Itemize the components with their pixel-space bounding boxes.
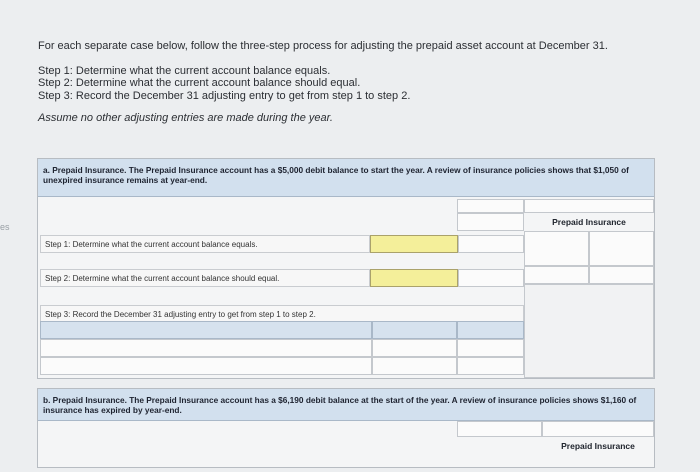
- case-a-step-2-label: Step 2: Determine what the current account balance should equal.: [40, 269, 370, 287]
- case-a-t-account-debit-total[interactable]: [524, 266, 589, 284]
- case-a-journal-account-input[interactable]: [40, 339, 372, 357]
- case-a-journal-debit-input[interactable]: [372, 357, 457, 375]
- case-a-t-account-debit[interactable]: [524, 231, 589, 266]
- case-a-panel: [37, 158, 655, 379]
- instructions-step-2: Step 2: Determine what the current account balance should equal.: [38, 77, 361, 89]
- case-a-blank-area: [524, 284, 654, 378]
- case-a-step-1-input[interactable]: [370, 235, 458, 253]
- case-a-header: a. Prepaid Insurance. The Prepaid Insurance account has a $5,000 debit balance to start the year. A review of insurance policies shows that $1,050 of unexpired insurance remains at year-end.: [38, 159, 654, 197]
- case-b-grid-cell: [542, 421, 654, 437]
- instructions-step-3: Step 3: Record the December 31 adjusting entry to get from step 1 to step 2.: [38, 89, 411, 102]
- case-a-grid-cell: [457, 213, 524, 231]
- case-a-t-account-title: Prepaid Insurance: [552, 217, 626, 227]
- case-a-grid-cell: [524, 199, 654, 213]
- instructions-intro: For each separate case below, follow the three-step process for adjusting the prepaid asset account at December 31.: [38, 40, 608, 52]
- case-a-t-account-credit-total[interactable]: [589, 266, 654, 284]
- case-a-step-2-input[interactable]: [370, 269, 458, 287]
- case-a-journal-header-debit: [372, 321, 457, 339]
- case-b-header: b. Prepaid Insurance. The Prepaid Insurance account has a $6,190 debit balance at the start of the year. A review of insurance policies shows $1,160 of insurance has expired by year-end.: [38, 389, 654, 421]
- case-a-journal-header-credit: [457, 321, 524, 339]
- case-a-journal-header-account: [40, 321, 372, 339]
- case-a-step-1-label: Step 1: Determine what the current account balance equals.: [40, 235, 370, 253]
- instructions: [38, 40, 678, 125]
- case-a-journal-account-input[interactable]: [40, 357, 372, 375]
- case-a-t-account-credit[interactable]: [589, 231, 654, 266]
- instructions-step-1: Step 1: Determine what the current account balance equals.: [38, 64, 331, 77]
- case-a-grid-cell: [458, 269, 524, 287]
- case-a-journal-credit-input[interactable]: [457, 339, 524, 357]
- case-a-journal-credit-input[interactable]: [457, 357, 524, 375]
- case-a-grid-cell: [458, 235, 524, 253]
- case-b-t-account-title: Prepaid Insurance: [561, 441, 635, 451]
- case-b-panel: [37, 388, 655, 468]
- clipped-edge-text: es: [0, 222, 10, 232]
- case-a-grid-cell: [457, 199, 524, 213]
- case-a-step-3-label: Step 3: Record the December 31 adjusting entry to get from step 1 to step 2.: [40, 305, 524, 323]
- instructions-assumption: Assume no other adjusting entries are made during the year.: [38, 112, 333, 124]
- case-a-journal-debit-input[interactable]: [372, 339, 457, 357]
- case-b-grid-cell: [457, 421, 542, 437]
